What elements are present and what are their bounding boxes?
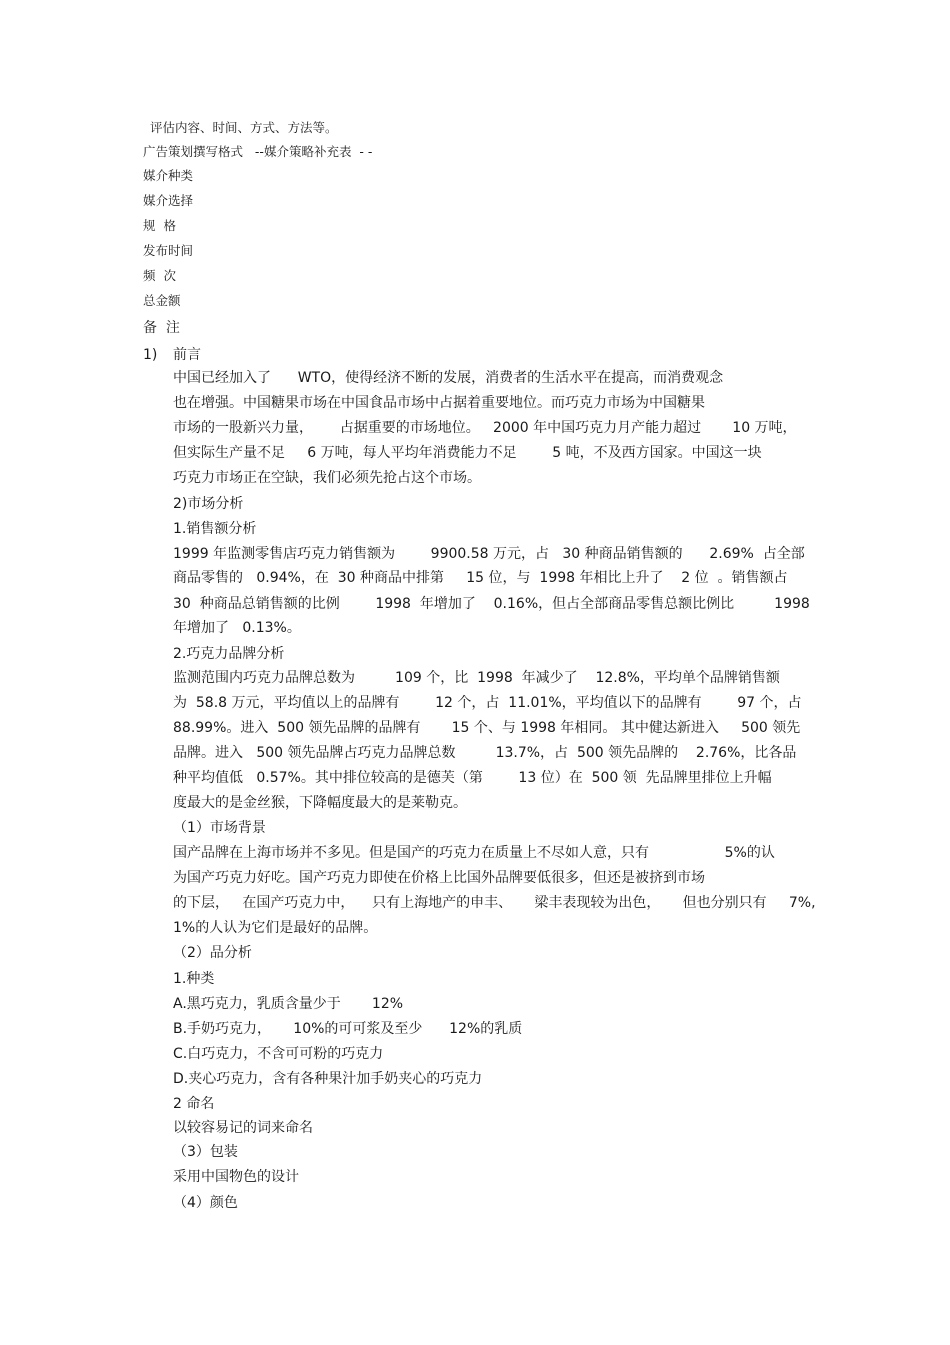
paragraph-line: 巧克力市场正在空缺，我们必须先抢占这个市场。 <box>173 470 481 486</box>
header-line-2: 广告策划撰写格式 --媒介策略补充表 - - <box>143 144 373 159</box>
paragraph-line: 88.99%。进入 500 领先品牌的品牌有 15 个、与 1998 年相同。 其中健达新进入 500 领先 <box>173 720 801 736</box>
naming-text: 以较容易记的词来命名 <box>173 1120 313 1136</box>
kinds-title: 1.种类 <box>173 971 215 987</box>
packaging-title: （3）包装 <box>173 1144 238 1160</box>
product-analysis-title: （2）品分析 <box>173 945 252 961</box>
paragraph-line: 为 58.8 万元，平均值以上的品牌有 12 个，占 11.01%，平均值以下的品牌有 97 个，占 <box>173 695 802 711</box>
kind-item: C.白巧克力，不含可可粉的巧克力 <box>173 1046 384 1062</box>
media-row-release-time: 发布时间 <box>143 243 194 258</box>
paragraph-line: 1%的人认为它们是最好的品牌。 <box>173 920 378 936</box>
sales-analysis-title: 1.销售额分析 <box>173 521 257 537</box>
paragraph-line: 年增加了 0.13%。 <box>173 620 301 636</box>
paragraph-line: 中国已经加入了 WTO，使得经济不断的发展，消费者的生活水平在提高，而消费观念 <box>173 370 724 386</box>
paragraph-line: 品牌。进入 500 领先品牌占巧克力品牌总数 13.7%，占 500 领先品牌的 2.76%，比各品 <box>173 745 797 761</box>
paragraph-line: 1999 年监测零售店巧克力销售额为 9900.58 万元，占 30 种商品销售额的 2.69% 占全部 <box>173 546 805 562</box>
header-line-1: 评估内容、时间、方式、方法等。 <box>150 120 338 135</box>
paragraph-line: 市场的一股新兴力量， 占据重要的市场地位。 2000 年中国巧克力月产能力超过 10 万吨， <box>173 420 797 436</box>
media-row-total: 总金额 <box>143 293 181 308</box>
market-background-title: （1）市场背景 <box>173 820 266 836</box>
packaging-text: 采用中国物色的设计 <box>173 1169 299 1185</box>
media-row-frequency: 频 次 <box>143 268 176 283</box>
media-row-notes: 备 注 <box>143 320 180 336</box>
kind-item: D.夹心巧克力，含有各种果汁加手奶夹心的巧克力 <box>173 1071 483 1087</box>
section-1-number: 1) <box>143 347 158 363</box>
paragraph-line: 种平均值低 0.57%。其中排位较高的是德芙（第 13 位）在 500 领 先品牌里排位上升幅 <box>173 770 772 786</box>
section-1-title: 前言 <box>173 347 201 363</box>
media-row-type: 媒介种类 <box>143 168 194 183</box>
kind-item: A.黑巧克力，乳质含量少于 12% <box>173 996 404 1012</box>
paragraph-line: 度最大的是金丝猴，下降幅度最大的是莱勒克。 <box>173 795 467 811</box>
paragraph-line: 国产品牌在上海市场并不多见。但是国产的巧克力在质量上不尽如人意，只有 5%的认 <box>173 845 775 861</box>
brand-analysis-title: 2.巧克力品牌分析 <box>173 646 285 662</box>
color-title: （4）颜色 <box>173 1195 238 1211</box>
media-row-spec: 规 格 <box>143 218 176 233</box>
paragraph-line: 商品零售的 0.94%，在 30 种商品中排第 15 位，与 1998 年相比上升了 2 位 。销售额占 <box>173 570 788 586</box>
paragraph-line: 30 种商品总销售额的比例 1998 年增加了 0.16%，但占全部商品零售总额比例比 1998 <box>173 596 810 612</box>
paragraph-line: 但实际生产量不足 6 万吨，每人平均年消费能力不足 5 吨，不及西方国家。中国这一块 <box>173 445 762 461</box>
naming-title: 2 命名 <box>173 1096 215 1112</box>
paragraph-line: 为国产巧克力好吃。国产巧克力即使在价格上比国外品牌要低很多，但还是被挤到市场 <box>173 870 705 886</box>
kind-item: B.手奶巧克力， 10%的可可浆及至少 12%的乳质 <box>173 1021 523 1037</box>
paragraph-line: 的下层， 在国产巧克力中， 只有上海地产的申丰、 梁丰表现较为出色， 但也分别只有 7%, <box>173 895 816 911</box>
paragraph-line: 也在增强。中国糖果市场在中国食品市场中占据着重要地位。而巧克力市场为中国糖果 <box>173 395 705 411</box>
section-2-title: 2)市场分析 <box>173 496 244 512</box>
paragraph-line: 监测范围内巧克力品牌总数为 109 个，比 1998 年减少了 12.8%，平均单个品牌销售额 <box>173 670 780 686</box>
media-row-selection: 媒介选择 <box>143 193 194 208</box>
